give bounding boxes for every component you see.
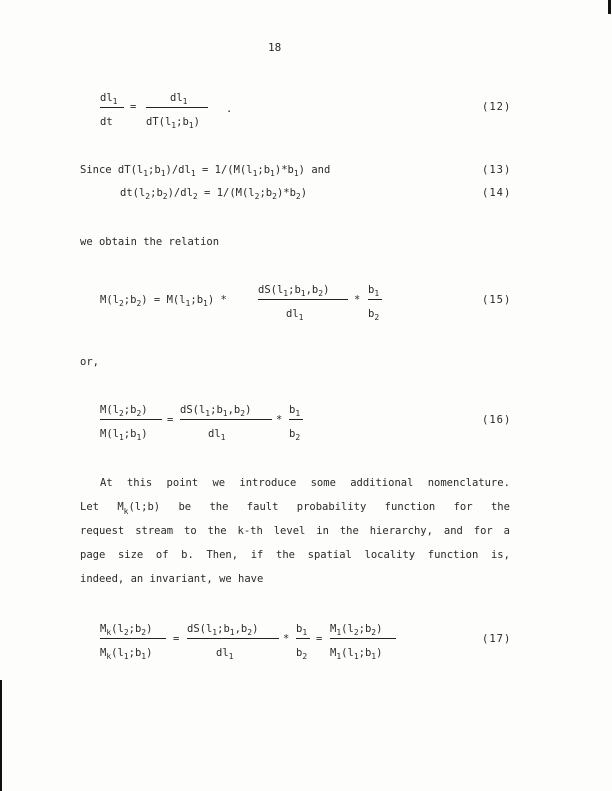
eq15-star: * [354, 294, 361, 306]
or-text: or, [80, 356, 99, 368]
eq17-frac2-bar [296, 638, 310, 639]
eq17-frac1-denominator: $dl_1$ [216, 647, 234, 661]
eq17-frac0-numerator: $M_k(l_2;b_2)$ [100, 623, 153, 637]
eq15-number: (15) [482, 294, 512, 306]
equation-13: Since $dT(l_1;b_1)/dl_1$ = $1/(M(l_1;b_1)*b_1)$ and [80, 164, 331, 178]
eq12-period: . [226, 103, 233, 115]
eq13-number: (13) [482, 164, 512, 176]
eq12-number: (12) [482, 101, 512, 113]
eq16-frac2-numerator: $b_1$ [289, 404, 301, 418]
eq15-frac2-denominator: $b_2$ [368, 308, 380, 322]
eq12-equals: = [130, 101, 137, 113]
eq16-frac1-denominator: $dl_1$ [208, 428, 226, 442]
paragraph-line-1: At this point we introduce some additional nomenclature. [100, 477, 510, 489]
eq16-star: * [276, 414, 283, 426]
eq15-lhs: $M(l_2;b_2)$ = $M(l_1;b_1)$ * [100, 294, 227, 308]
eq16-number: (16) [482, 414, 512, 426]
eq17-number: (17) [482, 633, 512, 645]
eq17-equals: = [173, 633, 180, 645]
eq17-frac3-bar [330, 638, 396, 639]
eq14-number: (14) [482, 187, 512, 199]
scan-corner-mark [608, 0, 611, 14]
eq12-rhs-fraction-bar [146, 107, 208, 108]
eq16-frac1-numerator: $dS(l_1;b_1,b_2)$ [180, 404, 252, 418]
eq15-frac1-denominator: $dl_1$ [286, 308, 304, 322]
eq17-frac3-numerator: $M_1(l_2;b_2)$ [330, 623, 383, 637]
eq15-frac1-bar [258, 299, 348, 300]
eq16-frac0-numerator: $M(l_2;b_2)$ [100, 404, 148, 418]
eq17-frac2-numerator: $b_1$ [296, 623, 308, 637]
eq15-frac2-numerator: $b_1$ [368, 284, 380, 298]
eq17-frac3-denominator: $M_1(l_1;b_1)$ [330, 647, 383, 661]
eq12-rhs-numerator: $dl_1$ [170, 92, 188, 106]
scan-left-edge-mark [0, 680, 2, 791]
paragraph-line-4: page size of b. Then, if the spatial locality function is, [80, 549, 510, 561]
eq15-frac2-bar [368, 299, 382, 300]
eq17-frac0-denominator: $M_k(l_1;b_1)$ [100, 647, 153, 661]
eq16-frac0-denominator: $M(l_1;b_1)$ [100, 428, 148, 442]
eq17-equals-2: = [316, 633, 323, 645]
paragraph-line-3: request stream to the k-th level in the hierarchy, and for a [80, 525, 510, 537]
page-number: 18 [268, 41, 282, 54]
eq17-frac1-numerator: $dS(l_1;b_1,b_2)$ [187, 623, 259, 637]
relation-text: we obtain the relation [80, 236, 220, 248]
eq17-frac1-bar [187, 638, 279, 639]
equation-14: $dt(l_2;b_2)/dl_2$ = $1/(M(l_2;b_2)*b_2)$ [120, 187, 308, 201]
paragraph-line-5: indeed, an invariant, we have [80, 573, 264, 585]
eq16-equals: = [167, 414, 174, 426]
eq12-rhs-denominator: $dT(l_1;b_1)$ [146, 116, 200, 130]
paragraph-line-2: Let $M_k(l;b)$ be the fault probability function for the [80, 501, 510, 516]
eq17-frac2-denominator: $b_2$ [296, 647, 308, 661]
eq16-frac2-bar [289, 419, 303, 420]
eq17-frac0-bar [100, 638, 166, 639]
eq12-lhs-denominator: dt [100, 116, 113, 128]
eq16-frac0-bar [100, 419, 162, 420]
eq16-frac2-denominator: $b_2$ [289, 428, 301, 442]
eq12-lhs-numerator: $dl_1$ [100, 92, 118, 106]
eq12-lhs-fraction-bar [100, 107, 124, 108]
eq15-frac1-numerator: $dS(l_1;b_1,b_2)$ [258, 284, 330, 298]
eq16-frac1-bar [180, 419, 272, 420]
eq17-star: * [283, 633, 290, 645]
